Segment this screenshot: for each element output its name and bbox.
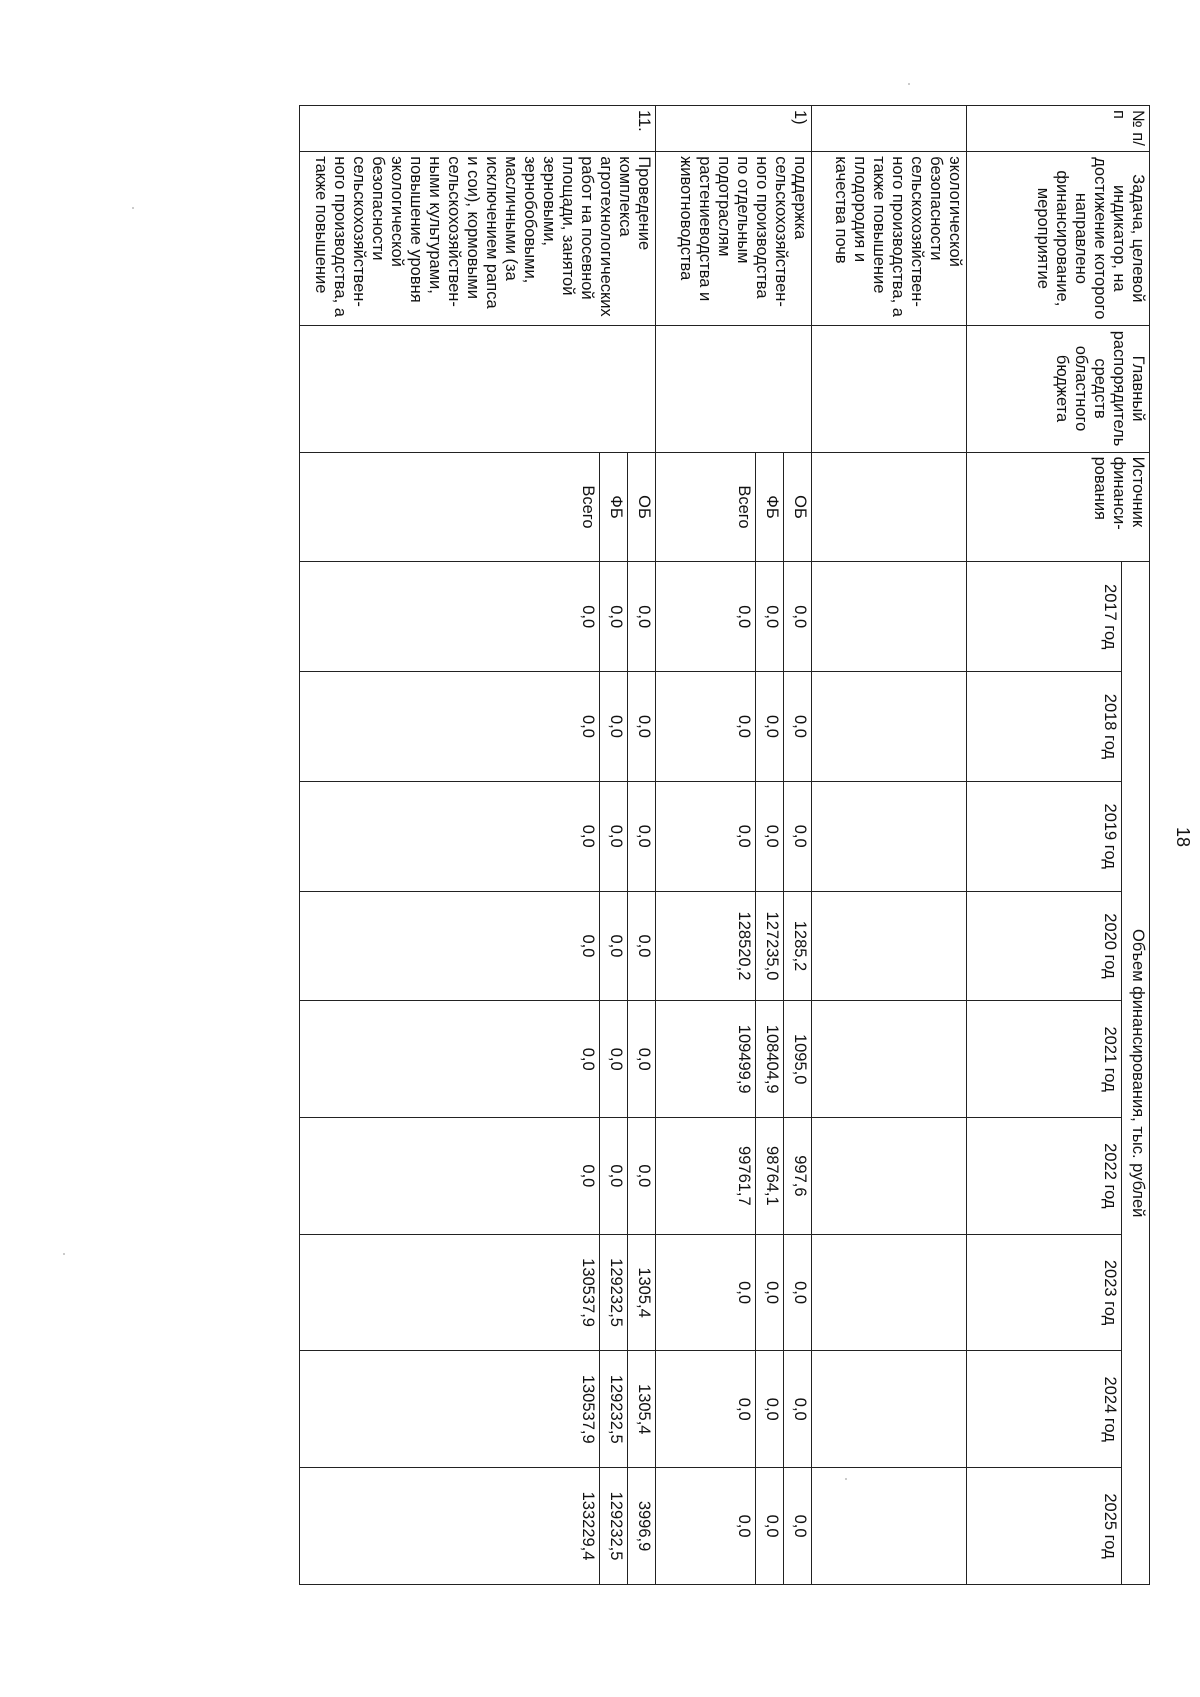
value-cell: 0,0 bbox=[784, 1468, 812, 1585]
value-cell: 127235,0 bbox=[756, 891, 784, 1001]
value-cell: 0,0 bbox=[656, 1351, 756, 1468]
row-num: 1) bbox=[656, 106, 812, 152]
table-row bbox=[784, 106, 812, 1585]
row-source: ФБ bbox=[600, 452, 628, 562]
table-row bbox=[628, 106, 656, 1585]
value-cell: 0,0 bbox=[600, 1118, 628, 1235]
value-cell: 0,0 bbox=[600, 1001, 628, 1118]
row-task: экологической безопасности сельскохозяйствен-ного производства, а также повышение плодородия и качества почв bbox=[812, 152, 967, 325]
header-year: 2021 год bbox=[967, 1001, 1122, 1118]
value-cell: 1095,0 bbox=[784, 1001, 812, 1118]
scan-speck bbox=[132, 207, 134, 209]
scan-speck bbox=[908, 83, 910, 85]
table-row-continuation bbox=[812, 106, 967, 1585]
row-source: ОБ bbox=[628, 452, 656, 562]
row-task: Проведение комплекса агротехнологических работ на посевной площади, занятой зерновыми, зернобобовыми, масличными (за исключением рапса и сои), кормовыми сельскохозяйствен-ными культурами, повышение уровня экологической безопасности сельскохозяйствен-ного производства, а также повышение bbox=[300, 152, 656, 325]
value-cell: 0,0 bbox=[600, 562, 628, 672]
value-cell: 0,0 bbox=[600, 891, 628, 1001]
header-year: 2023 год bbox=[967, 1234, 1122, 1351]
row-manager bbox=[812, 325, 967, 452]
value-cell: 0,0 bbox=[656, 672, 756, 782]
header-year: 2020 год bbox=[967, 891, 1122, 1001]
value-cell: 0,0 bbox=[628, 1001, 656, 1118]
row-task: поддержка сельскохозяйствен-ного производства по отдельным подотраслям растениеводства и животноводства bbox=[656, 152, 812, 325]
value-cell: 0,0 bbox=[756, 1468, 784, 1585]
row-source: Всего bbox=[656, 452, 756, 562]
value-cell: 0,0 bbox=[656, 781, 756, 891]
header-source: Источник финанси-рования bbox=[967, 452, 1150, 562]
value-cell: 129232,5 bbox=[600, 1468, 628, 1585]
value-cell: 0,0 bbox=[628, 562, 656, 672]
value-cell: 130537,9 bbox=[300, 1351, 600, 1468]
value-cell: 0,0 bbox=[784, 1234, 812, 1351]
header-num: № п/п bbox=[967, 106, 1150, 152]
value-cell: 99761,7 bbox=[656, 1118, 756, 1235]
header-year: 2025 год bbox=[967, 1468, 1122, 1585]
value-cell: 0,0 bbox=[784, 781, 812, 891]
value-cell: 98764,1 bbox=[756, 1118, 784, 1235]
value-cell: 0,0 bbox=[300, 672, 600, 782]
row-manager bbox=[300, 325, 656, 452]
value-cell: 129232,5 bbox=[600, 1234, 628, 1351]
row-source: ОБ bbox=[784, 452, 812, 562]
value-cell: 997,6 bbox=[784, 1118, 812, 1235]
row-manager bbox=[656, 325, 812, 452]
value-cell: 130537,9 bbox=[300, 1234, 600, 1351]
value-cell: 109499,9 bbox=[656, 1001, 756, 1118]
value-cell: 108404,9 bbox=[756, 1001, 784, 1118]
header-year: 2017 год bbox=[967, 562, 1122, 672]
value-cell: 0,0 bbox=[300, 781, 600, 891]
value-cell: 1305,4 bbox=[628, 1351, 656, 1468]
value-cell: 1305,4 bbox=[628, 1234, 656, 1351]
value-cell: 0,0 bbox=[756, 1234, 784, 1351]
value-cell: 0,0 bbox=[656, 562, 756, 672]
value-cell: 0,0 bbox=[656, 1234, 756, 1351]
row-num: 11. bbox=[300, 106, 656, 152]
value-cell: 133229,4 bbox=[300, 1468, 600, 1585]
row-source bbox=[812, 452, 967, 562]
value-cell: 0,0 bbox=[756, 781, 784, 891]
header-volume: Объем финансирования, тыс. рублей bbox=[1122, 562, 1150, 1585]
value-cell: 0,0 bbox=[784, 562, 812, 672]
value-cell: 1285,2 bbox=[784, 891, 812, 1001]
row-source: Всего bbox=[300, 452, 600, 562]
value-cell: 0,0 bbox=[600, 672, 628, 782]
value-cell: 0,0 bbox=[756, 1351, 784, 1468]
rotated-page bbox=[190, 105, 1193, 1585]
value-cell: 0,0 bbox=[784, 672, 812, 782]
value-cell: 0,0 bbox=[628, 781, 656, 891]
value-cell: 0,0 bbox=[756, 672, 784, 782]
value-cell: 0,0 bbox=[628, 1118, 656, 1235]
value-cell: 0,0 bbox=[756, 562, 784, 672]
header-year: 2019 год bbox=[967, 781, 1122, 891]
row-source: ФБ bbox=[756, 452, 784, 562]
value-cell: 0,0 bbox=[300, 1118, 600, 1235]
scan-speck bbox=[63, 1253, 65, 1255]
header-year: 2018 год bbox=[967, 672, 1122, 782]
header-year: 2024 год bbox=[967, 1351, 1122, 1468]
header-manager: Главный распорядитель средств областного бюджета bbox=[967, 325, 1150, 452]
value-cell: 0,0 bbox=[600, 781, 628, 891]
value-cell: 0,0 bbox=[300, 562, 600, 672]
header-year: 2022 год bbox=[967, 1118, 1122, 1235]
value-cell: 0,0 bbox=[300, 891, 600, 1001]
value-cell: 0,0 bbox=[656, 1468, 756, 1585]
value-cell: 128520,2 bbox=[656, 891, 756, 1001]
value-cell: 0,0 bbox=[628, 672, 656, 782]
header-task: Задача, целевой индикатор, на достижение которого направлено финансирование, мероприятие bbox=[967, 152, 1150, 325]
value-cell: 0,0 bbox=[784, 1351, 812, 1468]
value-cell: 129232,5 bbox=[600, 1351, 628, 1468]
value-cell: 0,0 bbox=[300, 1001, 600, 1118]
row-num bbox=[812, 106, 967, 152]
value-cell: 3996,9 bbox=[628, 1468, 656, 1585]
value-cell: 0,0 bbox=[628, 891, 656, 1001]
financing-table bbox=[299, 105, 1150, 1585]
header-row bbox=[1122, 106, 1150, 1585]
page-number: 18 bbox=[1173, 827, 1193, 848]
